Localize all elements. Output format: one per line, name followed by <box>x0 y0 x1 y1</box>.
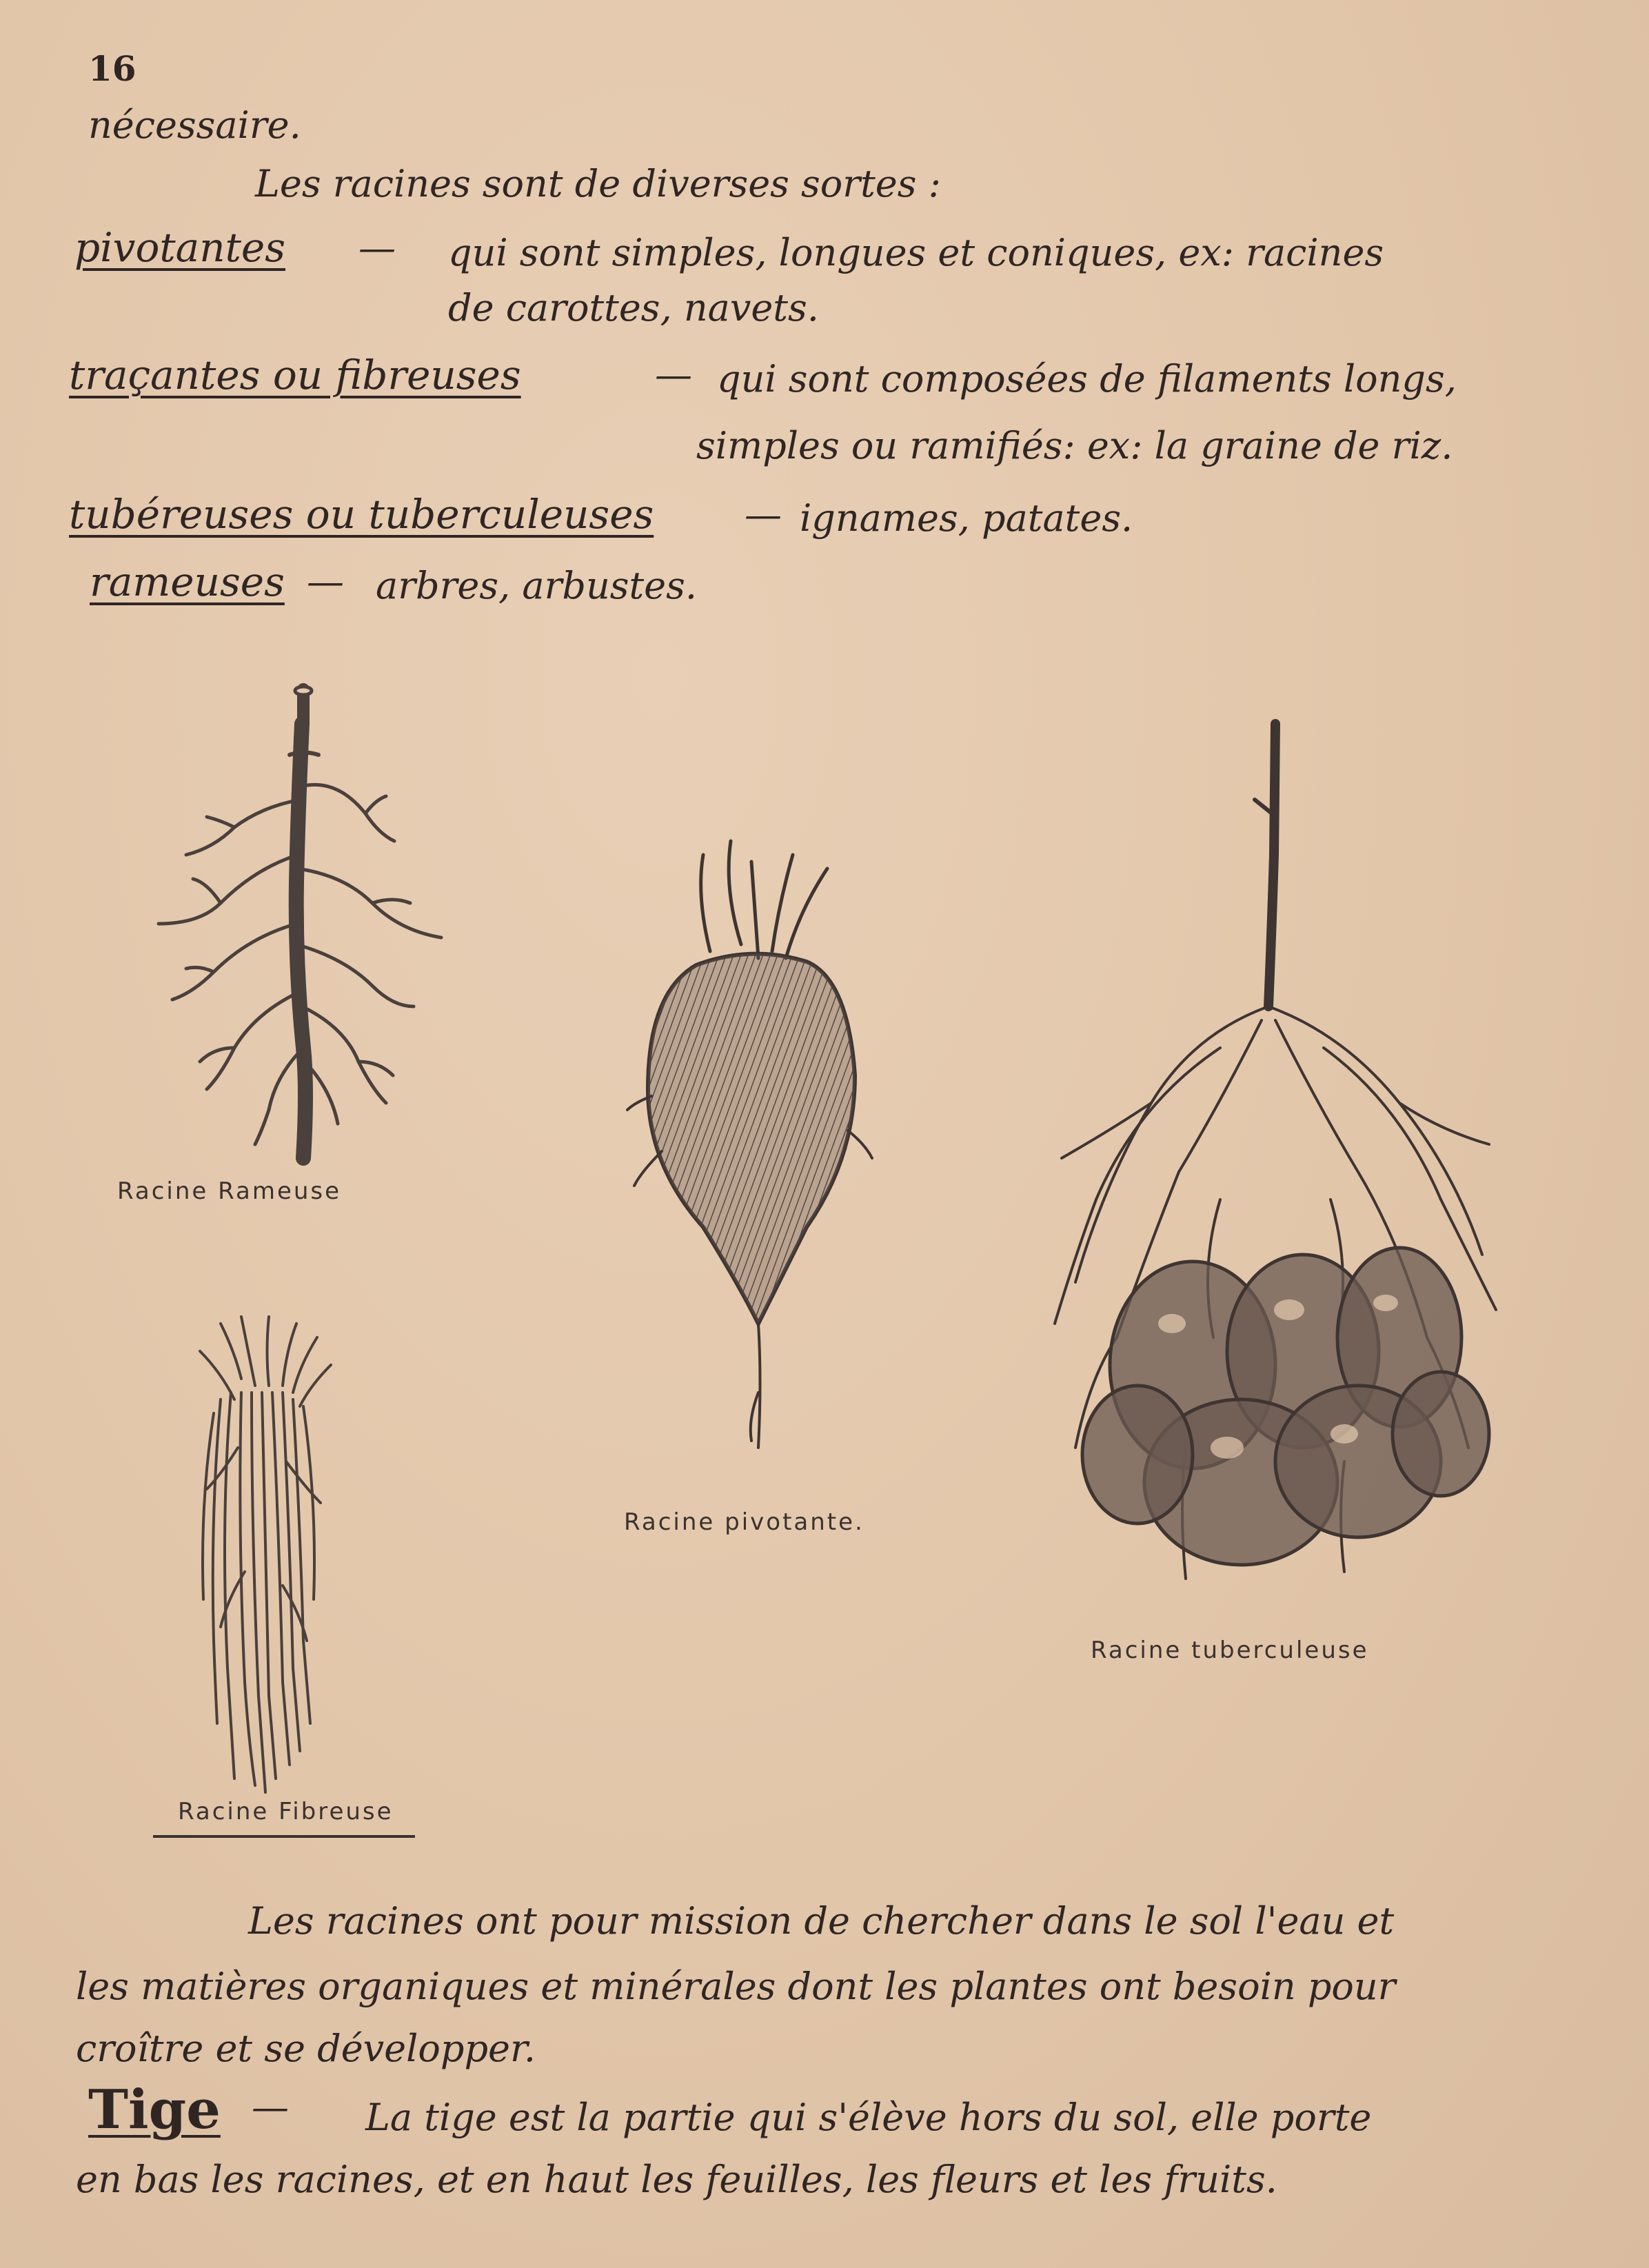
mission-line-2: les matières organiques et minérales dont les plantes ont besoin pour <box>76 1965 1396 2008</box>
caption-fibreuse: Racine Fibreuse <box>178 1798 394 1825</box>
desc-rameuses: arbres, arbustes. <box>376 564 697 607</box>
desc-tubereuses: ignames, patates. <box>800 496 1133 540</box>
mission-line-3: croître et se développer. <box>76 2027 536 2070</box>
dash-rameuses: — <box>307 560 344 603</box>
tuberculeuse-root-illustration <box>1013 717 1524 1606</box>
page-number: 16 <box>88 48 136 89</box>
intro-line-2: Les racines sont de diverses sortes : <box>255 162 941 205</box>
term-pivotantes: pivotantes <box>74 224 286 271</box>
tige-heading: Tige <box>88 2078 221 2141</box>
tige-line-2: en bas les racines, et en haut les feuilles, les fleurs et les fruits. <box>76 2158 1277 2201</box>
caption-tuberculeuse: Racine tuberculeuse <box>1091 1637 1369 1664</box>
term-tubereuses: tubéreuses ou tuberculeuses <box>69 491 654 538</box>
dash-tubereuses: — <box>745 493 782 536</box>
caption-underline <box>153 1835 415 1838</box>
term-rameuses: rameuses <box>90 558 285 605</box>
dash-pivotantes: — <box>358 226 396 270</box>
dash-tracantes: — <box>655 353 692 396</box>
term-tracantes: traçantes ou fibreuses <box>69 352 521 398</box>
caption-pivotante: Racine pivotante. <box>624 1508 864 1536</box>
desc-tracantes: qui sont composées de filaments longs, <box>717 357 1457 401</box>
desc-tracantes-2: simples ou ramifiés: ex: la graine de riz. <box>696 424 1453 467</box>
tige-line-1: La tige est la partie qui s'élève hors du sol, elle porte <box>365 2096 1372 2139</box>
pivotante-root-illustration <box>620 841 882 1475</box>
tige-dash: — <box>252 2085 289 2129</box>
rameuse-root-illustration <box>138 676 469 1172</box>
caption-rameuse: Racine Rameuse <box>117 1177 342 1205</box>
intro-line-1: nécessaire. <box>88 103 301 147</box>
desc-pivotantes: qui sont simples, longues et coniques, ex: racines <box>448 231 1384 274</box>
mission-line-1: Les racines ont pour mission de chercher dans le sol l'eau et <box>248 1899 1395 1943</box>
desc-pivotantes-2: de carottes, navets. <box>448 286 819 330</box>
fibreuse-root-illustration <box>172 1310 358 1792</box>
